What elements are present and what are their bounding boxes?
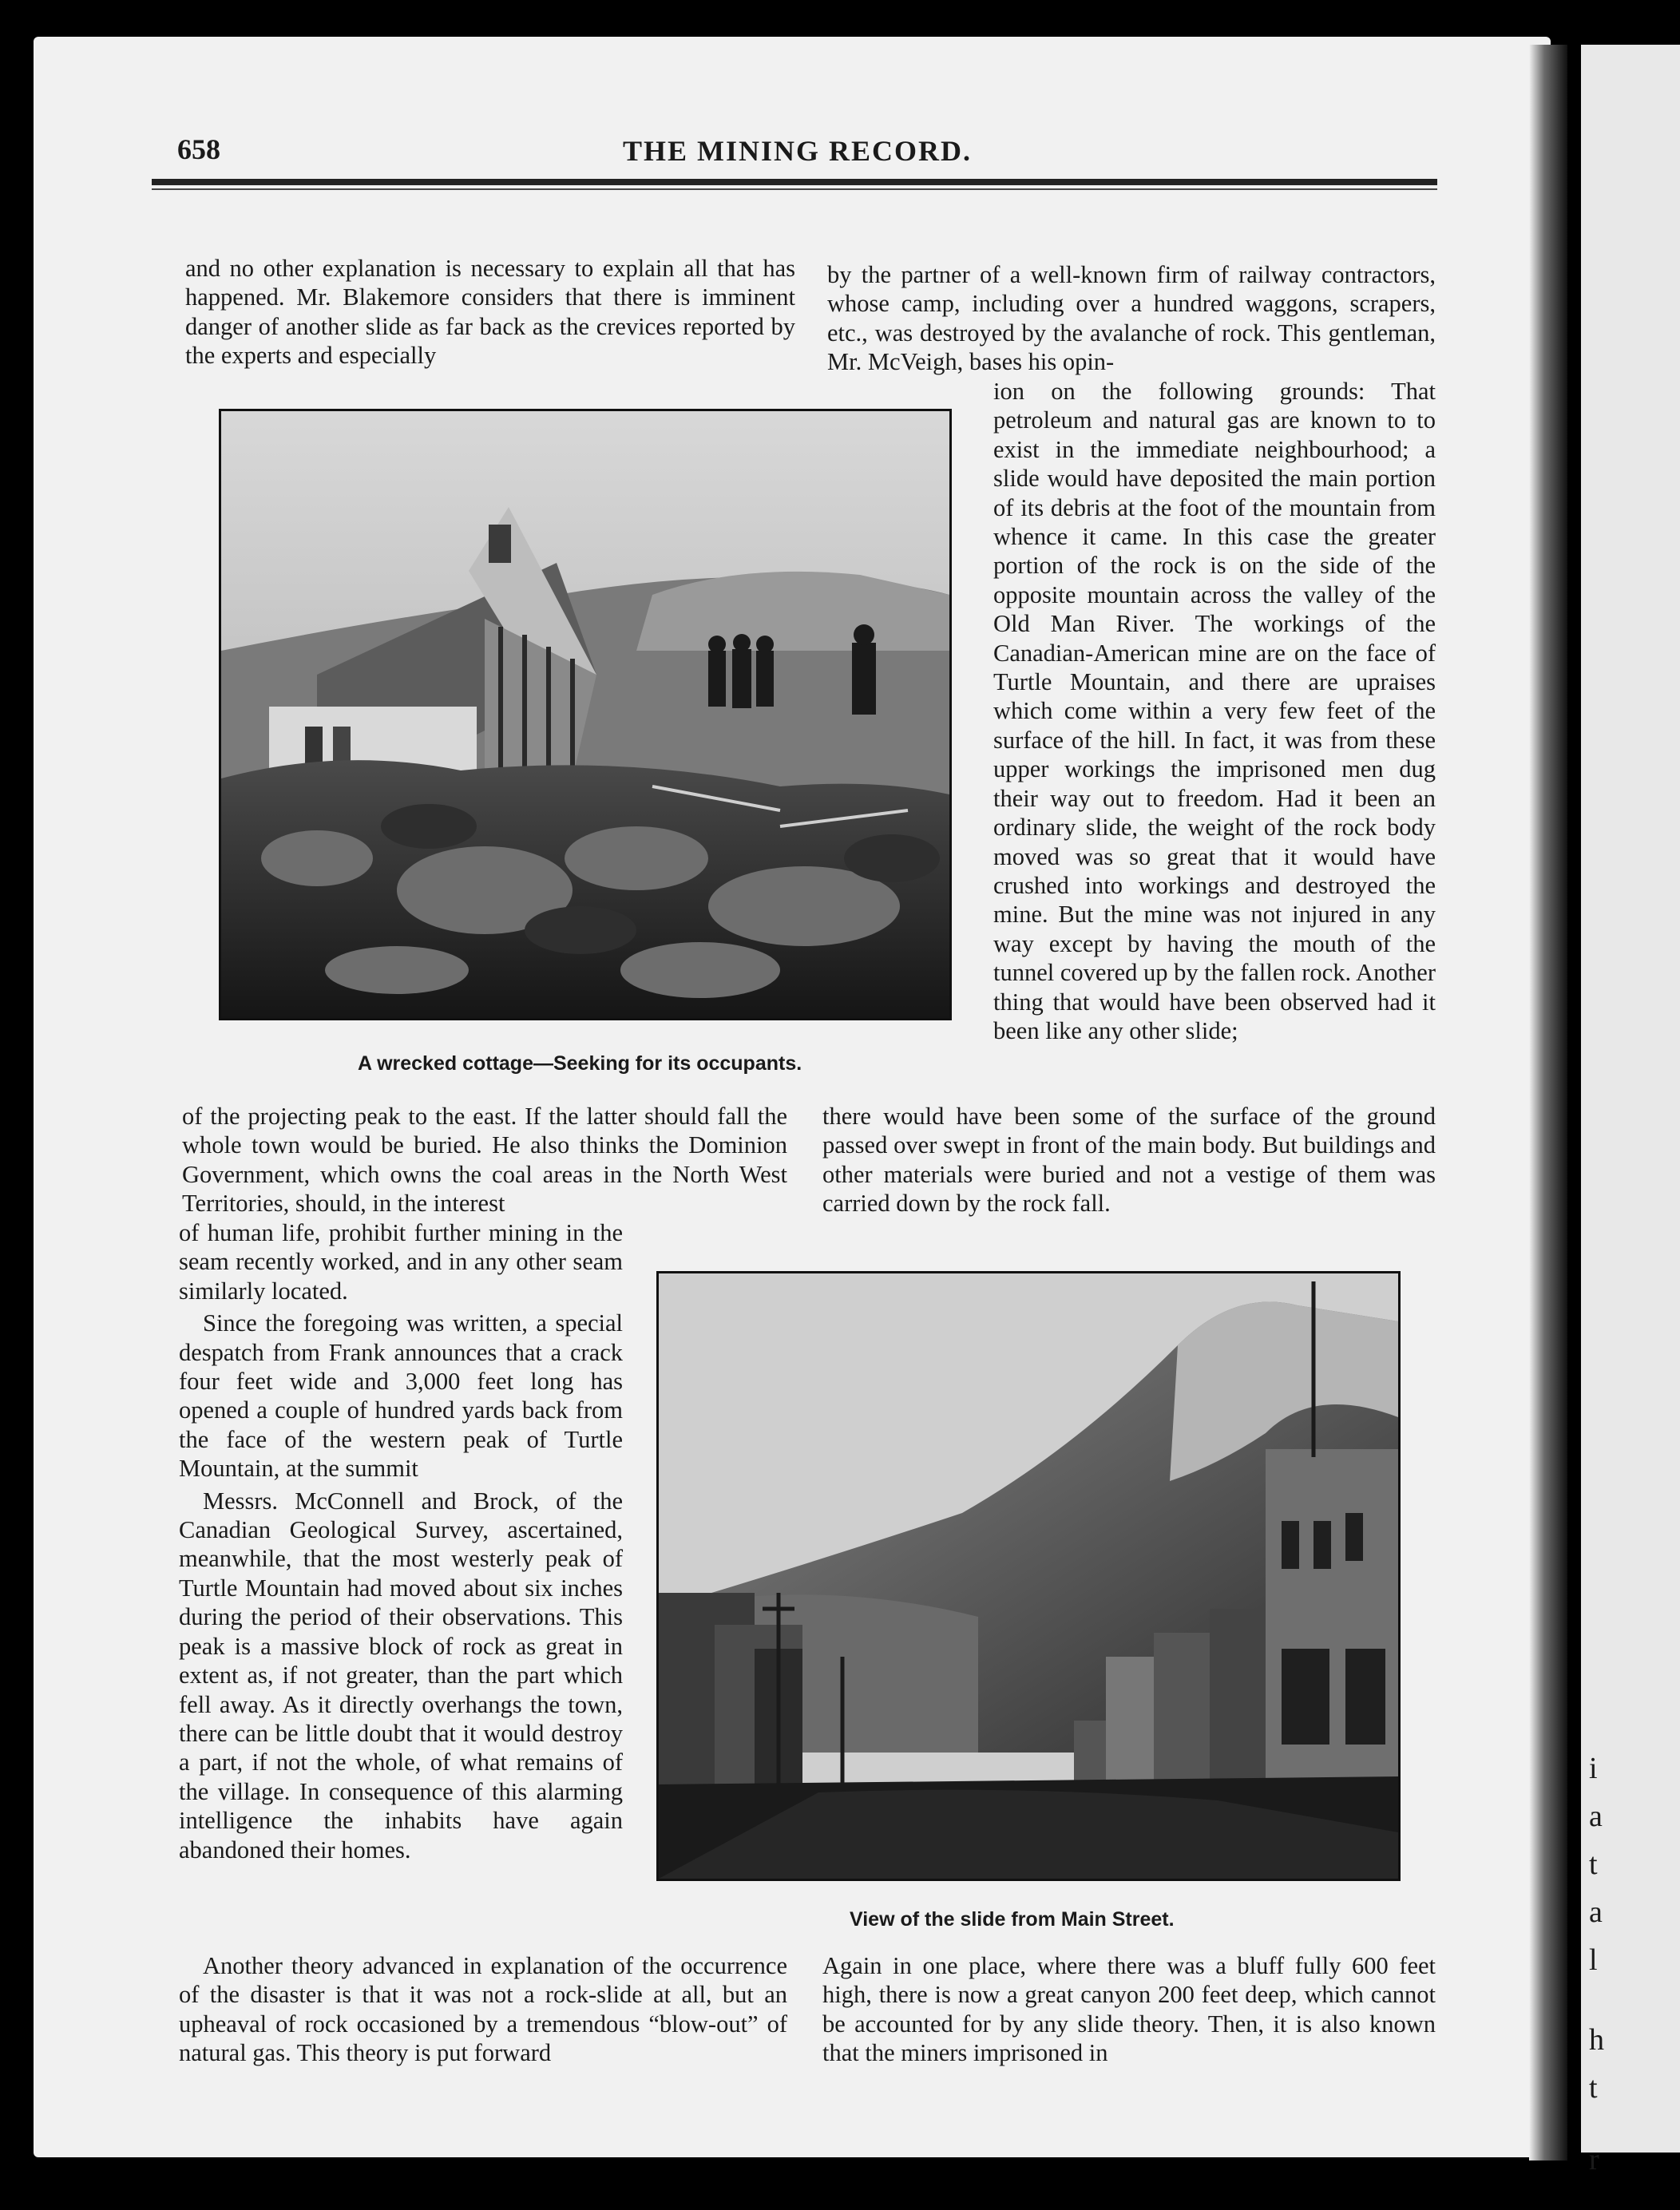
paragraph: Again in one place, where there was a bluff fully 600 feet high, there is now a great canyon 200 feet deep, which cannot be accounted for by any slide theory. Then, it is also known that the miners imprisoned in [822, 1952, 1436, 2067]
wrecked-cottage-illustration [221, 411, 949, 1018]
text-block-left-top [185, 254, 795, 370]
header-rule-thick [152, 179, 1437, 185]
text-block-right-mid [822, 1102, 1436, 1218]
caption-photo1: A wrecked cottage—Seeking for its occupants. [358, 1052, 802, 1075]
photo-main-street [656, 1271, 1401, 1881]
text-block-left-bottom [179, 1951, 787, 2068]
journal-title: THE MINING RECORD. [623, 135, 973, 167]
paragraph: of the projecting peak to the east. If the latter should fall the whole town would be buried. He also thinks the Dominion Government, which owns the coal areas in the North West Territories, should, in the interest [182, 1103, 787, 1218]
paragraph: Messrs. McConnell and Brock, of the Canadian Geological Survey, ascertained, meanwhile, that the most westerly peak of Turtle Mountain had moved about six inches during the period of their observations. This peak is a massive block of rock as great in extent as, if not greater, than the part which fell away. As it directly overhangs the town, there can be little doubt that it would destroy a part, if not the whole, of what remains of the village. In consequence of this alarming intelligence the inhabits have again abandoned their homes. [179, 1487, 623, 1863]
paragraph: ion on the following grounds: That petroleum and natural gas are known to to exist in the immediate neighbourhood; a slide would have deposited the main portion of its debris at the foot of the mountain from whence it came. In this case the greater portion of the rock is on the side of the opposite mountain across the valley of the Old Man River. The workings of the Canadian-American mine are on the face of Turtle Mountain, and there are upraises which come within a very few feet of the surface of the hill. In fact, it was from these upper workings the imprisoned men dug their way out to freedom. Had it been an ordinary slide, the weight of the rock body moved was so great that it would have crushed into workings and destroyed the mine. But the mine was not injured in any way except by having the mouth of the tunnel covered up by the fallen rock. Another thing that would have been observed had it been like any other slide; [993, 378, 1436, 1044]
photo-wrecked-cottage [219, 409, 952, 1020]
facing-page-edge: i a t a l h t r [1581, 45, 1680, 2153]
book-spine-shadow [1529, 45, 1567, 2160]
text-block-right-top [827, 260, 1436, 377]
header-rule-thin [152, 188, 1437, 190]
paragraph: and no other explanation is necessary to explain all that has happened. Mr. Blakemore considers that there is imminent danger of another slide as far back as the crevices reported by the experts and especially [185, 255, 795, 370]
main-street-illustration [659, 1273, 1398, 1879]
paragraph: of human life, prohibit further mining in the seam recently worked, and in any other seam similarly located. [179, 1219, 623, 1305]
text-block-left-mid [182, 1102, 787, 1218]
text-block-left-narrow [179, 1218, 623, 1864]
page-number: 658 [177, 133, 220, 165]
paragraph: Since the foregoing was written, a special despatch from Frank announces that a crack four feet wide and 3,000 feet long has opened a couple of hundred yards back from the face of the western peak of Turtle Mountain, at the summit [179, 1309, 623, 1483]
paragraph: by the partner of a well-known firm of railway contractors, whose camp, including over a hundred waggons, scrapers, etc., was destroyed by the avalanche of rock. This gentleman, Mr. McVeigh, bases his opin- [827, 261, 1436, 376]
paragraph: there would have been some of the surface of the ground passed over swept in front of the main body. But buildings and other materials were buried and not a vestige of them was carried down by the rock fall. [822, 1103, 1436, 1218]
text-block-right-bottom [822, 1951, 1436, 2068]
caption-photo2: View of the slide from Main Street. [850, 1908, 1175, 1931]
paragraph: Another theory advanced in explanation of the occurrence of the disaster is that it was not a rock-slide at all, but an upheaval of rock occasioned by a tremendous “blow-out” of natural gas. This theory is put forward [179, 1952, 787, 2067]
text-block-right-narrow [993, 377, 1436, 1045]
